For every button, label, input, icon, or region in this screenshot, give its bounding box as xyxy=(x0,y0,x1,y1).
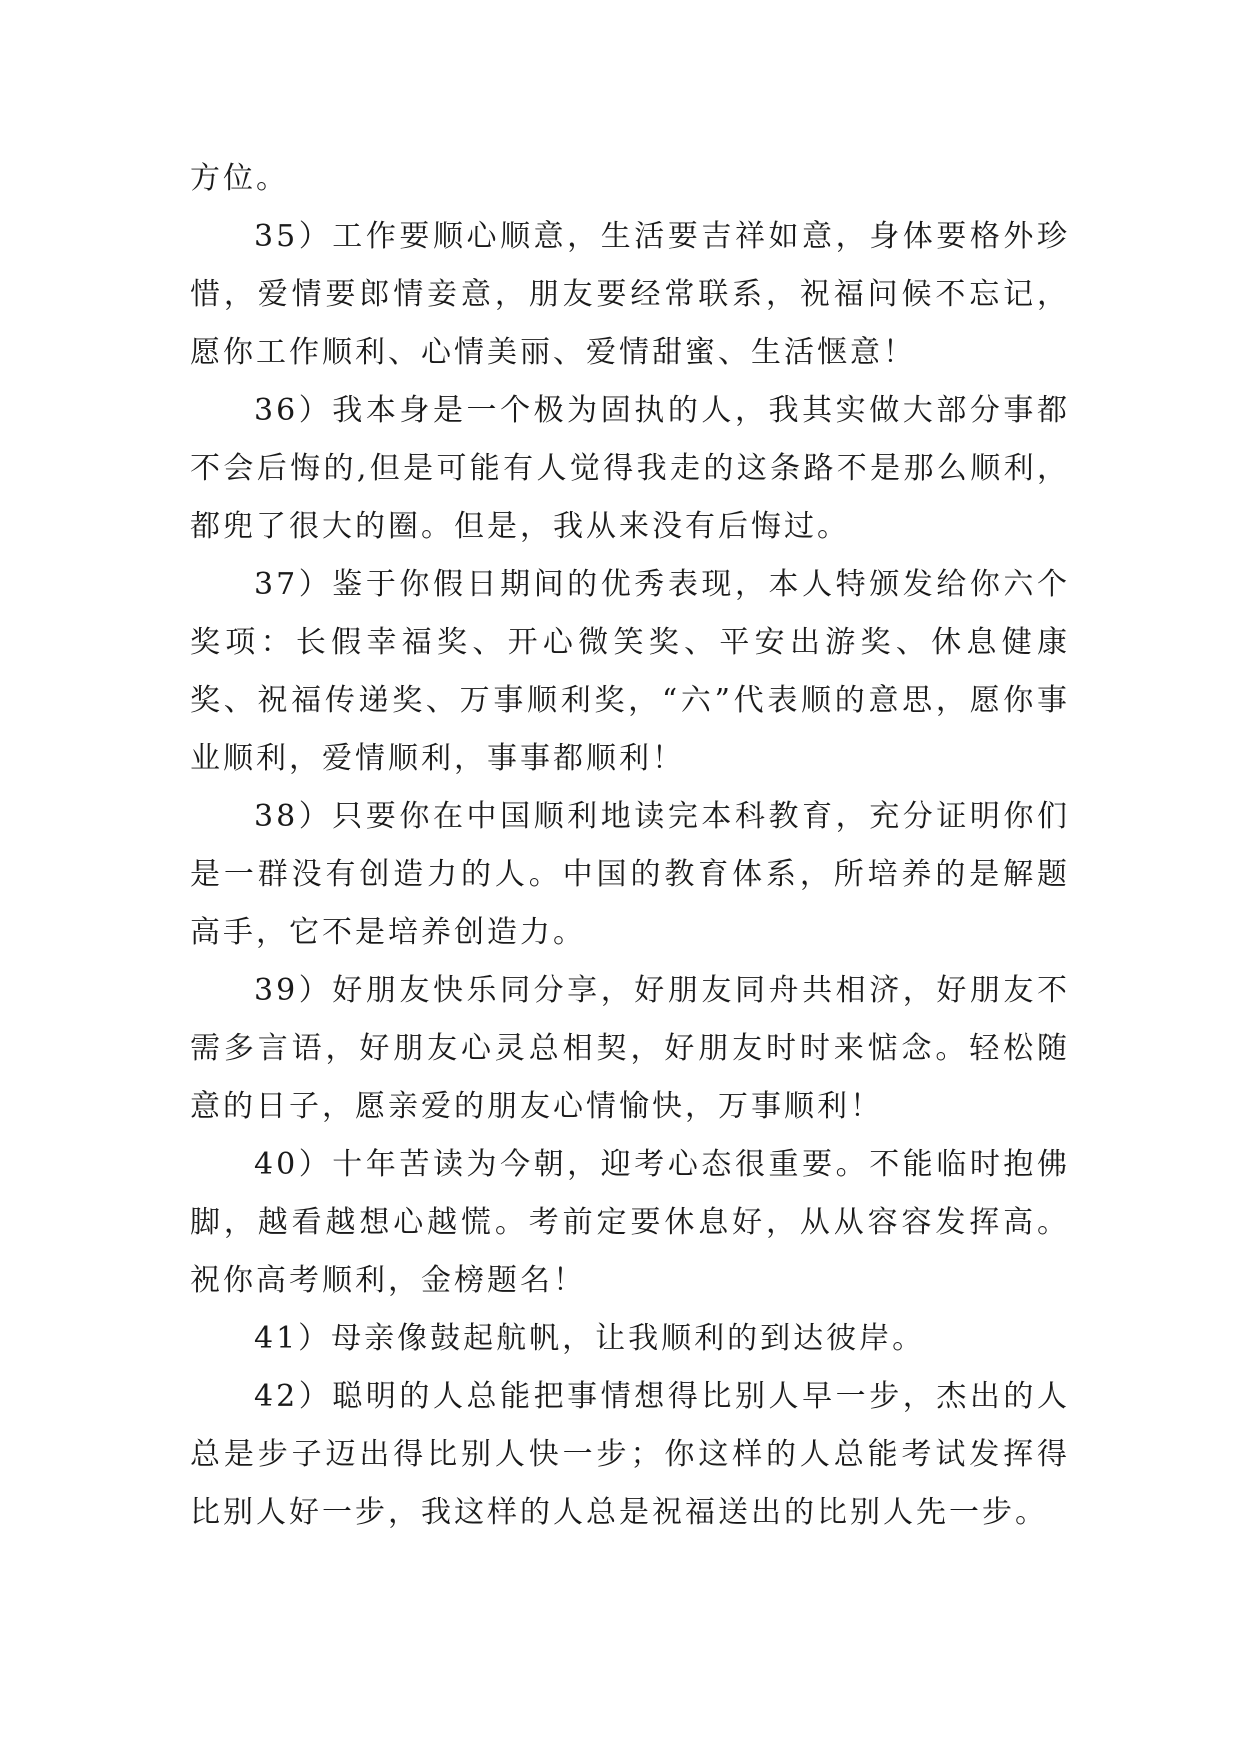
paragraph-38: 38）只要你在中国顺利地读完本科教育，充分证明你们是一群没有创造力的人。中国的教育体系，所培养的是解题高手，它不是培养创造力。 xyxy=(190,799,1070,950)
paragraph-40: 40）十年苦读为今朝，迎考心态很重要。不能临时抱佛脚，越看越想心越慌。考前定要休息好，从从容容发挥高。祝你高考顺利，金榜题名！ xyxy=(190,1147,1070,1298)
paragraph-36: 36）我本身是一个极为固执的人，我其实做大部分事都不会后悔的,但是可能有人觉得我走的这条路不是那么顺利，都兜了很大的圈。但是，我从来没有后悔过。 xyxy=(190,393,1070,544)
paragraph-continuation: 方位。 xyxy=(190,161,289,196)
paragraph-39: 39）好朋友快乐同分享，好朋友同舟共相济，好朋友不需多言语，好朋友心灵总相契，好朋友时时来惦念。轻松随意的日子，愿亲爱的朋友心情愉快，万事顺利！ xyxy=(190,973,1070,1124)
paragraph-41: 41）母亲像鼓起航帆，让我顺利的到达彼岸。 xyxy=(254,1321,926,1356)
document-body xyxy=(190,150,1070,1542)
paragraph-35: 35）工作要顺心顺意，生活要吉祥如意，身体要格外珍惜，爱情要郎情妾意，朋友要经常联系，祝福问候不忘记，愿你工作顺利、心情美丽、爱情甜蜜、生活惬意！ xyxy=(190,219,1070,370)
paragraph-42: 42）聪明的人总能把事情想得比别人早一步，杰出的人总是步子迈出得比别人快一步；你这样的人总能考试发挥得比别人好一步，我这样的人总是祝福送出的比别人先一步。 xyxy=(190,1379,1070,1530)
paragraph-37: 37）鉴于你假日期间的优秀表现，本人特颁发给你六个奖项：长假幸福奖、开心微笑奖、平安出游奖、休息健康奖、祝福传递奖、万事顺利奖，“六”代表顺的意思，愿你事业顺利，爱情顺利，事事都顺利！ xyxy=(190,567,1070,776)
